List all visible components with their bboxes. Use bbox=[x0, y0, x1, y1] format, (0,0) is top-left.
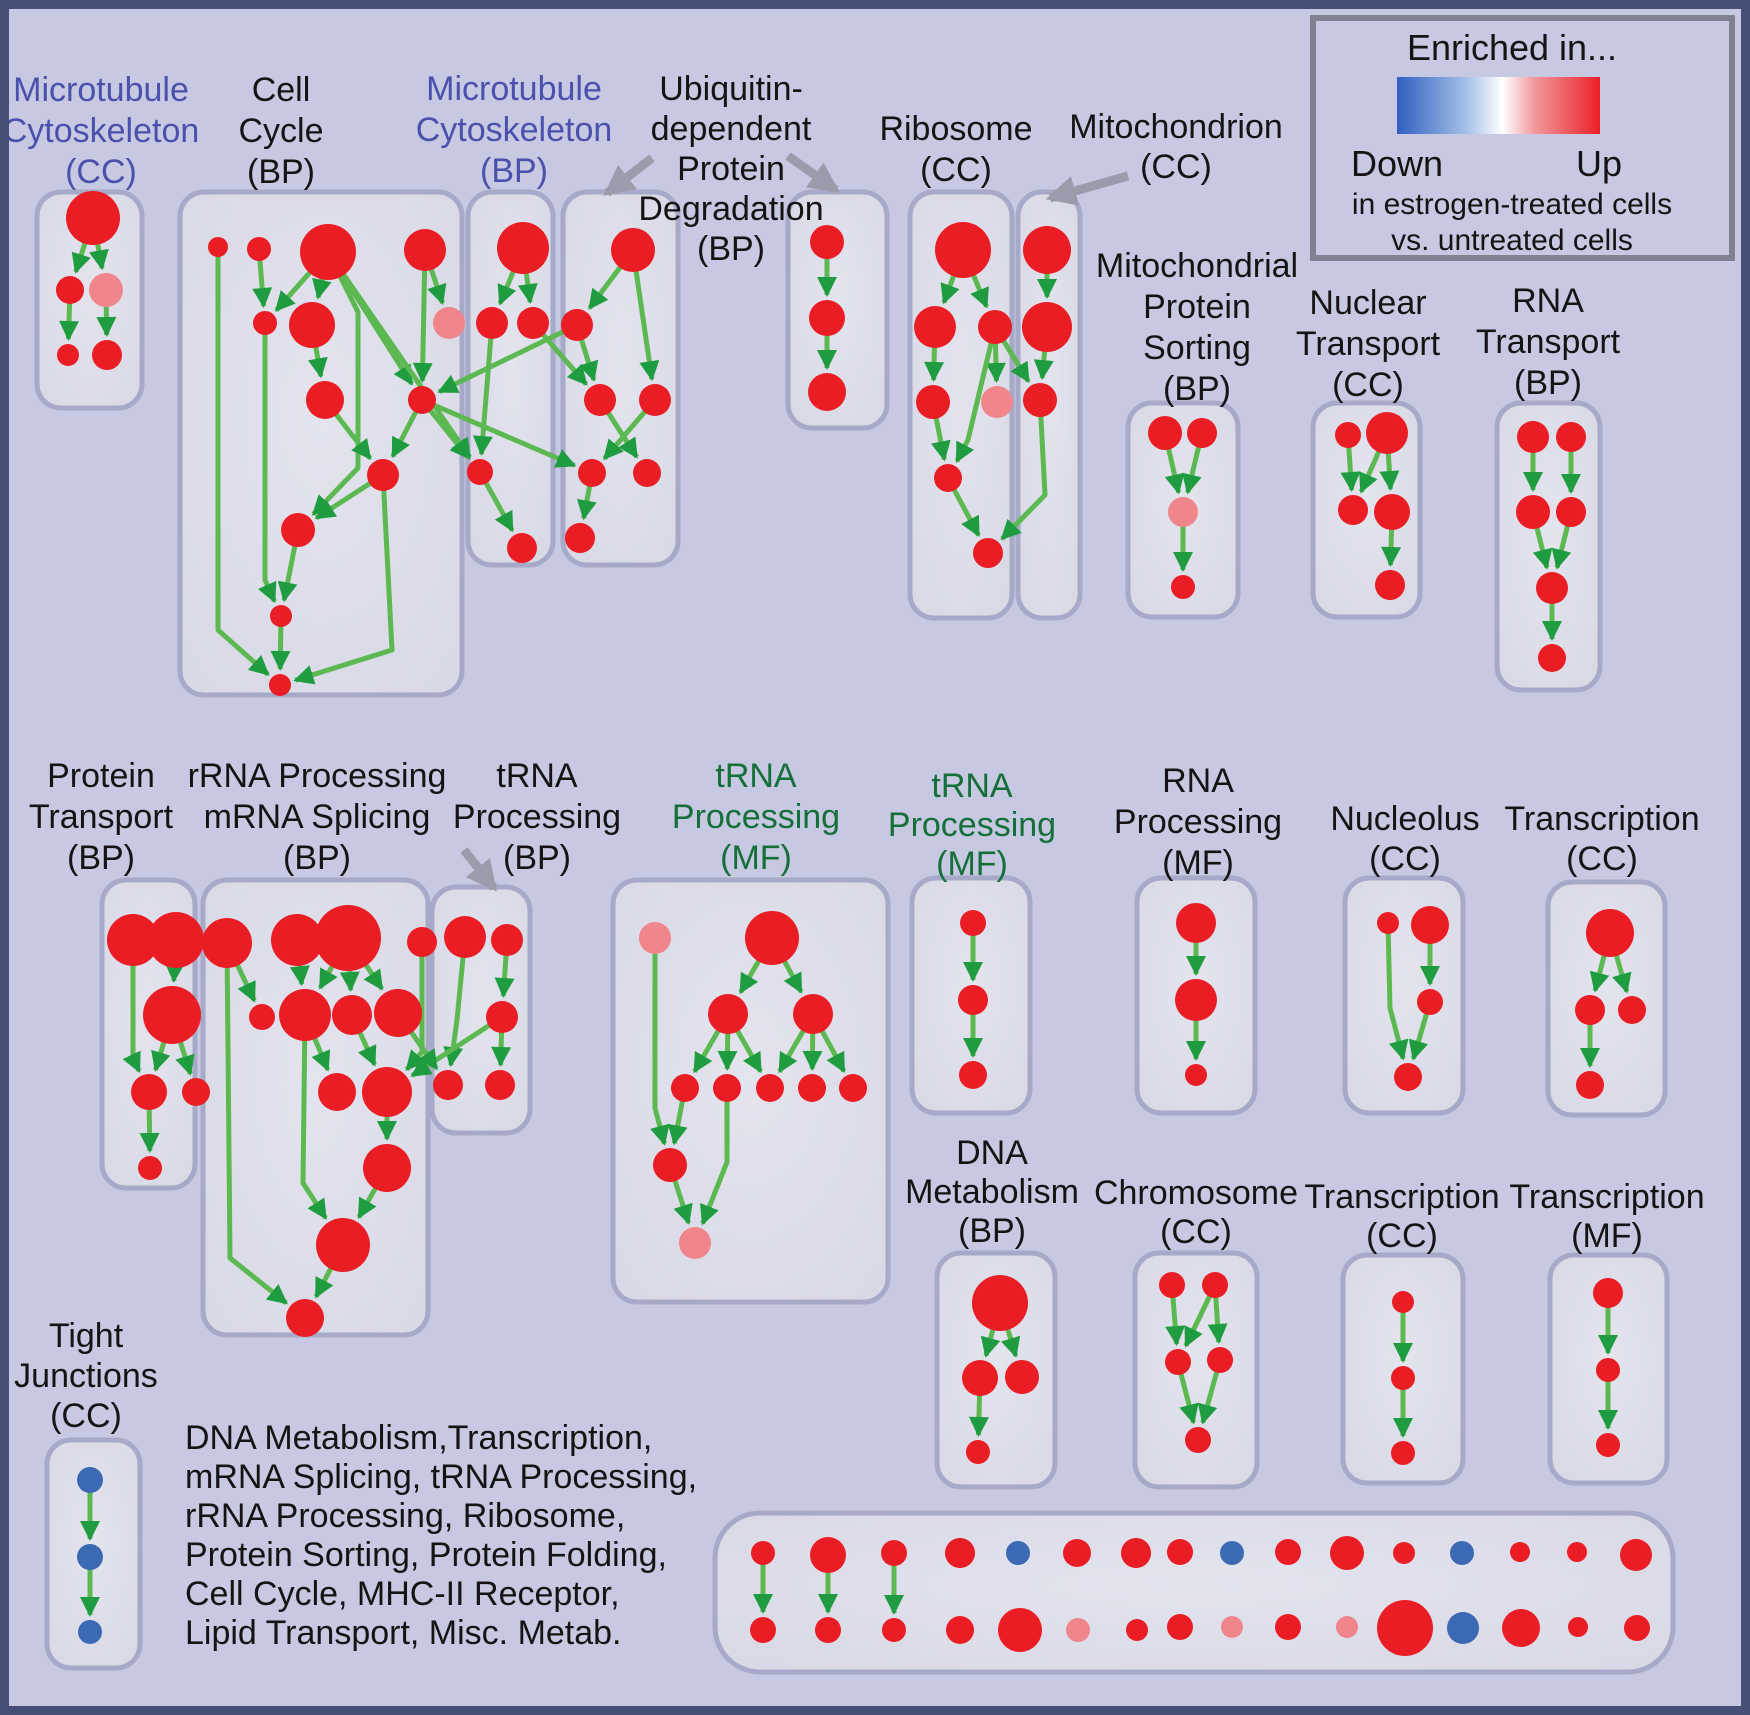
go-term-node-mito-2 bbox=[1023, 383, 1057, 417]
go-term-node-misc_row-31 bbox=[1624, 1615, 1650, 1641]
go-term-node-rrna-0 bbox=[202, 918, 252, 968]
go-term-node-misc_row-13 bbox=[1510, 1542, 1530, 1562]
cluster-label-rrna-line2: (BP) bbox=[283, 839, 351, 877]
cluster-label-trna_mf1-line0: tRNA bbox=[715, 757, 797, 795]
go-term-node-mps-0 bbox=[1148, 416, 1182, 450]
go-term-node-ub2-2 bbox=[808, 373, 846, 411]
legend-down-label: Down bbox=[1350, 143, 1444, 184]
go-term-node-transcription_mf-2 bbox=[1596, 1433, 1620, 1457]
go-term-node-ribosome-5 bbox=[934, 464, 962, 492]
go-term-node-trna_mf1-3 bbox=[793, 994, 833, 1034]
go-term-node-misc_row-15 bbox=[1620, 1539, 1652, 1571]
go-term-node-rrna-2 bbox=[315, 905, 381, 971]
cluster-label-ub1-line2: Protein bbox=[677, 150, 785, 188]
shared-categories-text-line5: Lipid Transport, Misc. Metab. bbox=[185, 1614, 622, 1652]
go-term-node-ub1-0 bbox=[611, 228, 655, 272]
cluster-label-mt_bp-line0: Microtubule bbox=[426, 70, 602, 108]
cluster-label-mps-line1: Protein bbox=[1143, 288, 1251, 326]
cluster-label-trna_mf1-line1: Processing bbox=[671, 798, 841, 836]
cluster-box-misc_row bbox=[715, 1513, 1673, 1672]
go-term-node-mps-3 bbox=[1171, 575, 1195, 599]
go-term-node-ribosome-1 bbox=[914, 306, 956, 348]
annotation-text-layer bbox=[185, 1419, 697, 1652]
go-term-node-mt_bp-2 bbox=[517, 307, 549, 339]
cluster-label-mt_cc-line1: Cytoskeleton bbox=[2, 112, 200, 150]
cluster-label-dna_metab-line2: (BP) bbox=[958, 1212, 1026, 1250]
go-term-node-cell_cycle-6 bbox=[433, 307, 465, 339]
go-term-node-ub2-0 bbox=[810, 225, 844, 259]
go-term-node-misc_row-9 bbox=[1275, 1539, 1301, 1565]
go-term-node-mt_bp-4 bbox=[507, 533, 537, 563]
go-term-node-ub1-1 bbox=[561, 309, 593, 341]
go-term-node-misc_row-4 bbox=[1006, 1541, 1030, 1565]
go-term-node-protein_transport-5 bbox=[138, 1156, 162, 1180]
shared-categories-text-line0: DNA Metabolism,Transcription, bbox=[185, 1419, 653, 1457]
go-term-node-cell_cycle-9 bbox=[367, 459, 399, 491]
go-term-node-misc_row-10 bbox=[1330, 1536, 1364, 1570]
go-term-node-misc_row-27 bbox=[1377, 1600, 1433, 1656]
go-term-node-nuclear_transport-3 bbox=[1374, 494, 1410, 530]
go-term-node-transcription_mf-0 bbox=[1593, 1278, 1623, 1308]
go-term-node-misc_row-3 bbox=[945, 1538, 975, 1568]
go-term-node-rna_transport-5 bbox=[1538, 644, 1566, 672]
go-term-node-misc_row-30 bbox=[1568, 1617, 1588, 1637]
cluster-label-cell_cycle-line0: Cell bbox=[251, 71, 311, 109]
go-term-node-rna_transport-1 bbox=[1556, 422, 1586, 452]
go-term-node-transcription_cc_mid-2 bbox=[1618, 996, 1646, 1024]
cluster-label-cell_cycle-line1: Cycle bbox=[238, 112, 324, 150]
cluster-label-nucleolus-line1: (CC) bbox=[1369, 840, 1441, 878]
legend-title: Enriched in... bbox=[1406, 27, 1618, 68]
go-term-node-trna_bp-0 bbox=[444, 916, 486, 958]
go-term-node-rna_mf-1 bbox=[1175, 979, 1217, 1021]
go-term-node-rrna-6 bbox=[332, 995, 372, 1035]
go-term-node-rrna-5 bbox=[279, 989, 331, 1041]
go-term-node-mt_cc-4 bbox=[92, 340, 122, 370]
go-term-node-misc_row-18 bbox=[882, 1618, 906, 1642]
go-term-node-chromosome-3 bbox=[1207, 1347, 1233, 1373]
go-term-node-misc_row-16 bbox=[750, 1617, 776, 1643]
go-term-node-trna_mf1-6 bbox=[756, 1074, 784, 1102]
cluster-label-cell_cycle-line2: (BP) bbox=[247, 153, 315, 191]
go-term-node-transcription_cc_mid-1 bbox=[1575, 995, 1605, 1025]
go-term-node-transcription_cc_mid-0 bbox=[1586, 909, 1634, 957]
shared-categories-text-line4: Cell Cycle, MHC-II Receptor, bbox=[185, 1575, 620, 1613]
cluster-label-ub1-line0: Ubiquitin- bbox=[659, 70, 803, 108]
cluster-label-trna_mf2-line2: (MF) bbox=[936, 845, 1008, 883]
go-term-node-misc_row-0 bbox=[751, 1541, 775, 1565]
go-term-node-protein_transport-4 bbox=[182, 1078, 210, 1106]
go-term-node-ub1-5 bbox=[633, 459, 661, 487]
go-term-node-rrna-3 bbox=[407, 927, 437, 957]
cluster-label-ribosome-line1: (CC) bbox=[920, 151, 992, 189]
go-term-node-rrna-12 bbox=[286, 1299, 324, 1337]
go-term-node-transcription_cc_3-2 bbox=[1391, 1441, 1415, 1465]
cluster-label-rrna-line1: mRNA Splicing bbox=[203, 798, 431, 836]
cluster-label-nuclear_transport-line2: (CC) bbox=[1332, 366, 1404, 404]
go-term-node-trna_mf1-10 bbox=[679, 1227, 711, 1259]
go-term-node-misc_row-20 bbox=[998, 1608, 1042, 1652]
go-term-node-trna_mf2-2 bbox=[959, 1061, 987, 1089]
legend-subtitle-2: vs. untreated cells bbox=[1391, 224, 1633, 257]
go-term-node-chromosome-2 bbox=[1165, 1349, 1191, 1375]
cluster-label-trna_bp-line0: tRNA bbox=[496, 757, 578, 795]
go-term-node-misc_row-5 bbox=[1063, 1539, 1091, 1567]
go-term-node-cell_cycle-1 bbox=[247, 237, 271, 261]
go-term-node-misc_row-17 bbox=[815, 1617, 841, 1643]
legend-up-label: Up bbox=[1575, 143, 1623, 184]
cluster-label-rna_transport-line1: Transport bbox=[1475, 323, 1621, 361]
go-term-node-mt_cc-1 bbox=[56, 276, 84, 304]
go-term-node-misc_row-24 bbox=[1221, 1616, 1243, 1638]
go-term-node-trna_mf1-1 bbox=[745, 911, 799, 965]
go-term-node-cell_cycle-7 bbox=[306, 381, 344, 419]
go-term-node-misc_row-14 bbox=[1567, 1542, 1587, 1562]
go-term-node-rrna-8 bbox=[318, 1073, 356, 1111]
go-term-node-ub1-4 bbox=[578, 459, 606, 487]
go-term-node-ub1-6 bbox=[565, 523, 595, 553]
cluster-label-mt_cc-line2: (CC) bbox=[65, 153, 137, 191]
go-term-node-trna_mf2-1 bbox=[958, 985, 988, 1015]
go-term-node-nucleolus-3 bbox=[1394, 1063, 1422, 1091]
cluster-label-mito-line0: Mitochondrion bbox=[1069, 108, 1283, 146]
cluster-label-transcription_mf-line0: Transcription bbox=[1509, 1178, 1705, 1216]
cluster-label-ribosome-line0: Ribosome bbox=[879, 110, 1033, 148]
go-term-node-chromosome-4 bbox=[1185, 1427, 1211, 1453]
shared-categories-text-line2: rRNA Processing, Ribosome, bbox=[185, 1497, 626, 1535]
go-term-node-misc_row-6 bbox=[1121, 1538, 1151, 1568]
cluster-label-trna_mf1-line2: (MF) bbox=[720, 839, 792, 877]
go-term-node-mt_bp-0 bbox=[497, 222, 549, 274]
go-term-node-rna_transport-2 bbox=[1516, 495, 1550, 529]
go-term-node-dna_metab-3 bbox=[966, 1440, 990, 1464]
go-term-node-trna_bp-1 bbox=[491, 924, 523, 956]
go-term-node-misc_row-28 bbox=[1447, 1612, 1479, 1644]
cluster-label-mt_bp-line1: Cytoskeleton bbox=[415, 111, 613, 149]
go-term-node-misc_row-8 bbox=[1220, 1541, 1244, 1565]
go-term-node-cell_cycle-11 bbox=[270, 605, 292, 627]
go-term-node-rrna-11 bbox=[316, 1218, 370, 1272]
cluster-label-dna_metab-line0: DNA bbox=[956, 1134, 1028, 1172]
go-term-node-mps-1 bbox=[1187, 418, 1217, 448]
cluster-label-nuclear_transport-line0: Nuclear bbox=[1309, 284, 1427, 322]
go-term-node-transcription_cc_3-1 bbox=[1391, 1366, 1415, 1390]
go-term-node-rna_mf-0 bbox=[1176, 903, 1216, 943]
go-term-node-tight_junctions-1 bbox=[77, 1544, 103, 1570]
go-term-node-mt_bp-3 bbox=[467, 459, 493, 485]
go-term-node-transcription_cc_3-0 bbox=[1392, 1291, 1414, 1313]
cluster-label-tight_junctions-line1: Junctions bbox=[14, 1357, 158, 1395]
cluster-label-ub1-line4: (BP) bbox=[697, 230, 765, 268]
cluster-label-trna_bp-line1: Processing bbox=[452, 798, 622, 836]
go-term-node-cell_cycle-0 bbox=[208, 237, 228, 257]
go-term-node-misc_row-7 bbox=[1167, 1539, 1193, 1565]
cluster-label-transcription_cc_3-line0: Transcription bbox=[1304, 1178, 1500, 1216]
cluster-label-rna_mf-line2: (MF) bbox=[1162, 844, 1234, 882]
go-term-node-cell_cycle-8 bbox=[408, 386, 436, 414]
go-term-node-misc_row-23 bbox=[1167, 1614, 1193, 1640]
go-term-node-chromosome-0 bbox=[1159, 1272, 1185, 1298]
go-term-node-tight_junctions-2 bbox=[78, 1620, 102, 1644]
go-term-node-misc_row-2 bbox=[881, 1540, 907, 1566]
go-term-node-mt_cc-3 bbox=[57, 344, 79, 366]
cluster-label-trna_bp-line2: (BP) bbox=[503, 839, 571, 877]
shared-categories-text-line1: mRNA Splicing, tRNA Processing, bbox=[185, 1458, 698, 1496]
go-term-node-rrna-7 bbox=[374, 989, 422, 1037]
go-term-node-misc_row-11 bbox=[1393, 1542, 1415, 1564]
go-term-node-cell_cycle-12 bbox=[269, 674, 291, 696]
go-term-node-trna_mf1-5 bbox=[713, 1074, 741, 1102]
legend bbox=[1313, 18, 1732, 258]
go-term-node-nuclear_transport-0 bbox=[1335, 422, 1361, 448]
go-term-node-dna_metab-0 bbox=[972, 1275, 1028, 1331]
cluster-label-ub1-line3: Degradation bbox=[638, 190, 824, 228]
cluster-label-rna_mf-line1: Processing bbox=[1113, 803, 1283, 841]
go-term-node-nuclear_transport-2 bbox=[1338, 495, 1368, 525]
go-term-node-ub1-3 bbox=[639, 384, 671, 416]
go-term-node-misc_row-12 bbox=[1450, 1541, 1474, 1565]
go-term-node-dna_metab-2 bbox=[1005, 1360, 1039, 1394]
cluster-label-nuclear_transport-line1: Transport bbox=[1295, 325, 1441, 363]
cluster-label-tight_junctions-line0: Tight bbox=[48, 1317, 124, 1355]
go-term-node-rna_transport-3 bbox=[1556, 497, 1586, 527]
cluster-label-transcription_mf-line1: (MF) bbox=[1571, 1217, 1643, 1255]
go-term-node-nuclear_transport-1 bbox=[1366, 412, 1408, 454]
go-term-node-trna_mf1-7 bbox=[798, 1074, 826, 1102]
go-term-node-rna_mf-2 bbox=[1185, 1064, 1207, 1086]
go-term-node-misc_row-21 bbox=[1066, 1618, 1090, 1642]
go-term-node-misc_row-25 bbox=[1275, 1614, 1301, 1640]
cluster-label-mt_cc-line0: Microtubule bbox=[13, 71, 189, 109]
go-term-node-protein_transport-2 bbox=[143, 986, 201, 1044]
cluster-label-rrna-line0: rRNA Processing bbox=[187, 757, 447, 795]
go-term-node-trna_mf1-4 bbox=[671, 1074, 699, 1102]
cluster-label-tight_junctions-line2: (CC) bbox=[50, 1397, 122, 1435]
go-term-node-mt_cc-0 bbox=[66, 191, 120, 245]
go-term-node-rrna-10 bbox=[363, 1144, 411, 1192]
cluster-label-chromosome-line0: Chromosome bbox=[1093, 1174, 1299, 1212]
go-term-node-trna_bp-3 bbox=[433, 1070, 463, 1100]
go-term-node-misc_row-1 bbox=[810, 1537, 846, 1573]
go-term-node-cell_cycle-10 bbox=[281, 513, 315, 547]
go-term-node-cell_cycle-5 bbox=[289, 302, 335, 348]
go-term-node-protein_transport-1 bbox=[148, 912, 204, 968]
go-term-node-mt_cc-2 bbox=[89, 273, 123, 307]
cluster-label-trna_mf2-line0: tRNA bbox=[931, 767, 1013, 805]
go-term-node-ub2-1 bbox=[809, 300, 845, 336]
go-term-node-chromosome-1 bbox=[1202, 1272, 1228, 1298]
go-term-node-ribosome-4 bbox=[981, 386, 1013, 418]
cluster-label-transcription_cc_mid-line1: (CC) bbox=[1566, 840, 1638, 878]
cluster-label-mito-line1: (CC) bbox=[1140, 148, 1212, 186]
go-term-node-misc_row-22 bbox=[1126, 1619, 1148, 1641]
shared-categories-text-line3: Protein Sorting, Protein Folding, bbox=[185, 1536, 667, 1574]
go-term-node-trna_mf1-2 bbox=[708, 994, 748, 1034]
cluster-label-mps-line3: (BP) bbox=[1163, 370, 1231, 408]
legend-gradient-bar bbox=[1397, 77, 1600, 134]
go-term-node-rrna-4 bbox=[249, 1004, 275, 1030]
go-term-node-rna_transport-4 bbox=[1536, 572, 1568, 604]
go-term-node-nuclear_transport-4 bbox=[1375, 570, 1405, 600]
go-term-node-trna_bp-2 bbox=[486, 1001, 518, 1033]
cluster-label-protein_transport-line0: Protein bbox=[47, 757, 155, 795]
cluster-label-dna_metab-line1: Metabolism bbox=[905, 1173, 1079, 1211]
go-term-node-transcription_cc_mid-3 bbox=[1576, 1071, 1604, 1099]
go-term-node-cell_cycle-4 bbox=[253, 311, 277, 335]
cluster-label-rna_mf-line0: RNA bbox=[1162, 762, 1234, 800]
cluster-label-nucleolus-line0: Nucleolus bbox=[1330, 800, 1480, 838]
go-term-node-rna_transport-0 bbox=[1517, 421, 1549, 453]
cluster-label-protein_transport-line1: Transport bbox=[28, 798, 174, 836]
go-term-node-cell_cycle-2 bbox=[300, 224, 356, 280]
legend-subtitle-1: in estrogen-treated cells bbox=[1351, 188, 1673, 221]
go-term-node-misc_row-26 bbox=[1336, 1616, 1358, 1638]
go-term-node-misc_row-19 bbox=[946, 1616, 974, 1644]
go-term-node-mito-0 bbox=[1023, 226, 1071, 274]
cluster-label-mps-line2: Sorting bbox=[1143, 329, 1251, 367]
go-term-node-dna_metab-1 bbox=[962, 1360, 998, 1396]
cluster-label-ub1-line1: dependent bbox=[650, 110, 812, 148]
go-term-node-tight_junctions-0 bbox=[77, 1467, 103, 1493]
cluster-label-protein_transport-line2: (BP) bbox=[67, 839, 135, 877]
go-term-node-trna_mf1-9 bbox=[653, 1148, 687, 1182]
cluster-label-chromosome-line1: (CC) bbox=[1160, 1213, 1232, 1251]
go-term-node-ribosome-3 bbox=[916, 385, 950, 419]
go-term-node-mps-2 bbox=[1168, 497, 1198, 527]
go-term-node-trna_mf2-0 bbox=[960, 910, 986, 936]
go-term-node-trna_mf1-8 bbox=[839, 1074, 867, 1102]
go-term-node-trna_mf1-0 bbox=[639, 922, 671, 954]
go-term-node-trna_bp-4 bbox=[485, 1070, 515, 1100]
go-term-node-nucleolus-2 bbox=[1417, 989, 1443, 1015]
go-term-node-transcription_mf-1 bbox=[1596, 1358, 1620, 1382]
go-term-node-mito-1 bbox=[1022, 302, 1072, 352]
go-term-node-nucleolus-1 bbox=[1411, 906, 1449, 944]
go-term-node-ribosome-0 bbox=[935, 222, 991, 278]
cluster-label-rna_transport-line0: RNA bbox=[1512, 282, 1584, 320]
cluster-label-mt_bp-line2: (BP) bbox=[480, 152, 548, 190]
cluster-label-transcription_cc_mid-line0: Transcription bbox=[1504, 800, 1700, 838]
go-term-node-misc_row-29 bbox=[1502, 1609, 1540, 1647]
cluster-label-rna_transport-line2: (BP) bbox=[1514, 364, 1582, 402]
go-term-node-rrna-9 bbox=[362, 1067, 412, 1117]
go-term-node-ribosome-2 bbox=[978, 310, 1012, 344]
go-term-node-ribosome-6 bbox=[973, 538, 1003, 568]
go-term-node-cell_cycle-3 bbox=[404, 229, 446, 271]
go-term-node-ub1-2 bbox=[584, 384, 616, 416]
go-term-node-mt_bp-1 bbox=[476, 307, 508, 339]
cluster-label-transcription_cc_3-line1: (CC) bbox=[1366, 1217, 1438, 1255]
cluster-label-mps-line0: Mitochondrial bbox=[1095, 247, 1299, 285]
go-term-node-protein_transport-3 bbox=[131, 1074, 167, 1110]
go-term-node-nucleolus-0 bbox=[1377, 912, 1399, 934]
cluster-label-trna_mf2-line1: Processing bbox=[887, 806, 1057, 844]
